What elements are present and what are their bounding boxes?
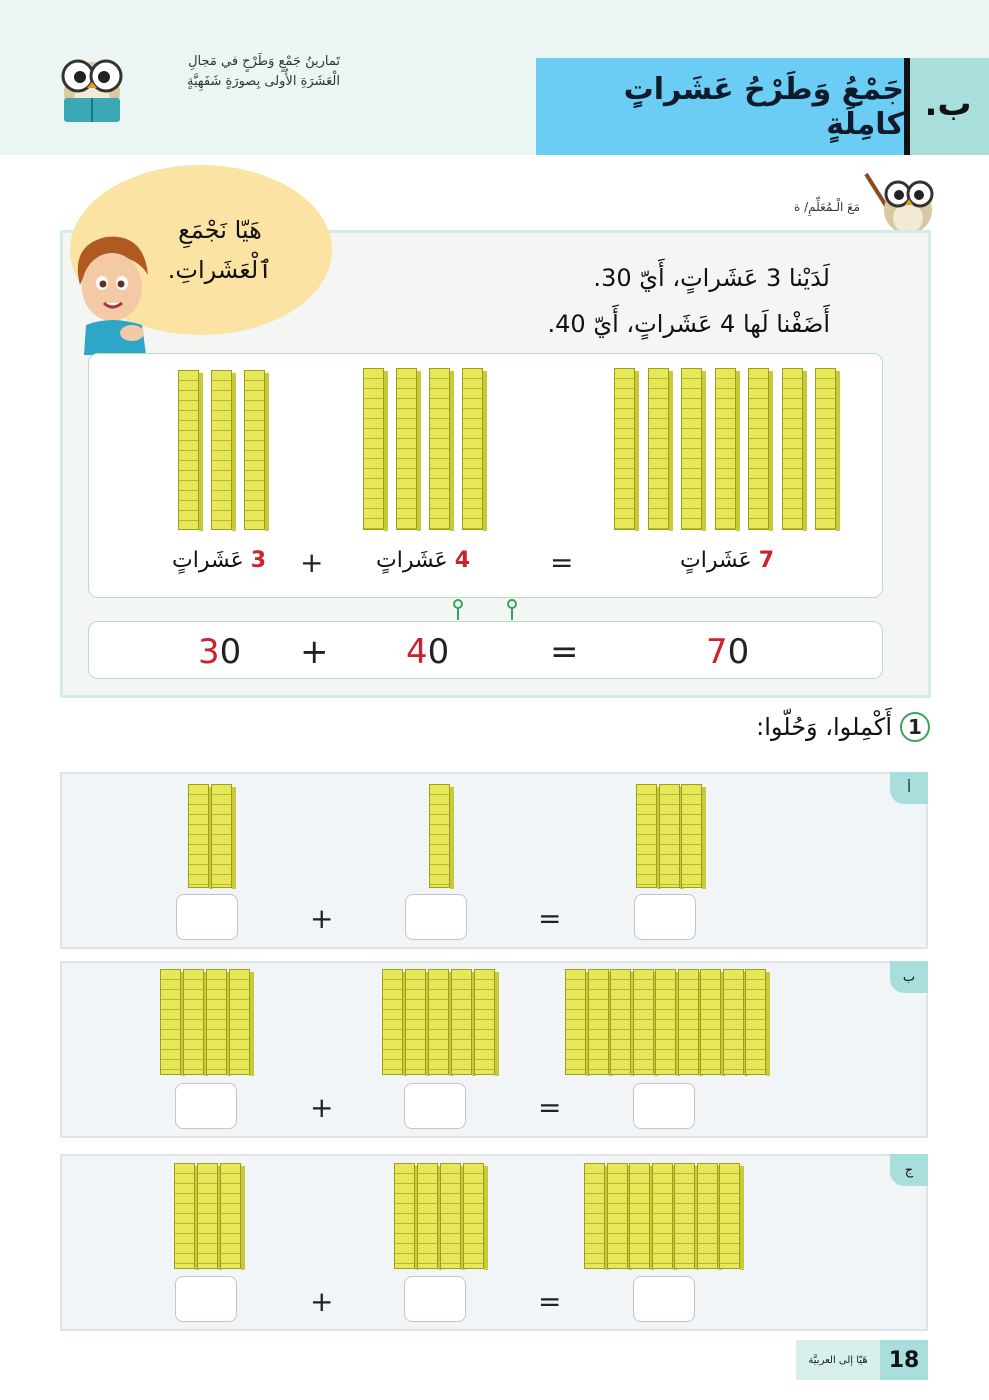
equation-equals: = <box>550 632 579 672</box>
tens-count-middle: 4 <box>454 548 471 573</box>
exercise-أ-right-rod <box>681 784 702 888</box>
exercise-ب-right-rod <box>678 969 699 1075</box>
answer-box-a-left[interactable] <box>176 894 238 940</box>
connector-icon <box>450 598 520 622</box>
equals-sign-a: = <box>538 902 562 935</box>
exercise-ج-middle-rod <box>440 1163 461 1269</box>
middle-group-rod <box>363 368 384 530</box>
owl-teacher-icon <box>862 168 936 236</box>
exercise-ج-right-rod <box>629 1163 650 1269</box>
exercise-ب-middle-rod <box>474 969 495 1075</box>
equation-term-b <box>406 632 449 672</box>
header-note <box>130 52 340 92</box>
sum-ones: 0 <box>727 632 750 672</box>
plus-sign-a: + <box>310 902 334 935</box>
teacher-label: مَعَ الْـمُعَلِّمِ/ ة <box>794 200 860 214</box>
tens-label-left <box>172 548 266 573</box>
publisher-logo: هَيّا إلى العربيَّة <box>796 1340 880 1380</box>
answer-box-c-middle[interactable] <box>404 1276 466 1322</box>
right-group-rod <box>681 368 702 530</box>
exercise-ب-left-rod <box>160 969 181 1075</box>
intro-line2: أَضَفْنا لَها 4 عَشَراتٍ، أَيّ 40. <box>547 310 830 338</box>
exercise-heading <box>640 712 930 742</box>
tens-count-right: 7 <box>758 548 775 573</box>
left-group-rod <box>178 370 199 530</box>
exercise-ب-left-rod <box>229 969 250 1075</box>
exercise-ب-right-rod <box>565 969 586 1075</box>
exercise-ج-middle-rod <box>463 1163 484 1269</box>
right-group-rod <box>614 368 635 530</box>
part-a-tab: أ <box>890 772 928 804</box>
exercise-ج-left-rod <box>220 1163 241 1269</box>
part-b-tab: ب <box>890 961 928 993</box>
middle-group-rod <box>429 368 450 530</box>
section-title: جَمْعُ وَطَرْحُ عَشَراتٍ كامِلَةٍ <box>623 71 904 142</box>
speech-bubble-text <box>150 210 290 290</box>
exercise-ب-left-rod <box>206 969 227 1075</box>
answer-box-c-left[interactable] <box>175 1276 237 1322</box>
answer-box-b-middle[interactable] <box>404 1083 466 1129</box>
exercise-ج-middle-rod <box>394 1163 415 1269</box>
exercise-ج-right-rod <box>697 1163 718 1269</box>
right-group-rod <box>782 368 803 530</box>
answer-box-c-right[interactable] <box>633 1276 695 1322</box>
tens-word-right: عَشَراتٍ <box>680 548 752 573</box>
exercise-ب-right-rod <box>723 969 744 1075</box>
exercise-ب-right-rod <box>700 969 721 1075</box>
sum-tens: 7 <box>706 632 728 672</box>
header-note-line1: تَمارينُ جَمْعٍ وَطَرْحٍ في مَجالِ <box>188 54 340 69</box>
exercise-ب-right-rod <box>745 969 766 1075</box>
bubble-line2: ٱلْعَشَراتِ. <box>167 256 273 284</box>
term-a-ones: 0 <box>219 632 242 672</box>
title-divider <box>904 58 910 155</box>
boy-character-icon <box>66 225 162 355</box>
equation-term-a <box>198 632 241 672</box>
section-letter: ب. <box>924 84 972 124</box>
right-group-rod <box>815 368 836 530</box>
intro-line1: لَدَيْنا 3 عَشَراتٍ، أَيّ 30. <box>593 264 830 292</box>
tens-label-middle <box>376 548 470 573</box>
exercise-أ-right-rod <box>659 784 680 888</box>
equals-sign-blocks: = <box>550 546 574 579</box>
exercise-ب-right-rod <box>633 969 654 1075</box>
exercise-ب-right-rod <box>610 969 631 1075</box>
equation-sum <box>706 632 749 672</box>
plus-sign-blocks: + <box>300 546 324 579</box>
tens-word-left: عَشَراتٍ <box>172 548 244 573</box>
exercise-أ-left-rod <box>211 784 232 888</box>
exercise-ج-right-rod <box>607 1163 628 1269</box>
answer-box-b-right[interactable] <box>633 1083 695 1129</box>
exercise-ج-middle-rod <box>417 1163 438 1269</box>
bubble-line1: هَيّا نَجْمَعِ <box>178 216 262 244</box>
middle-group-rod <box>396 368 417 530</box>
equals-sign-c: = <box>538 1285 562 1318</box>
answer-box-b-left[interactable] <box>175 1083 237 1129</box>
exercise-أ-middle-rod <box>429 784 450 888</box>
header-note-line2: الْعَشَرَةِ الأُولى بِصورَةٍ شَفَهِيَّةٍ <box>187 74 340 89</box>
middle-group-rod <box>462 368 483 530</box>
answer-box-a-right[interactable] <box>634 894 696 940</box>
plus-sign-c: + <box>310 1285 334 1318</box>
section-title-box <box>536 58 904 155</box>
term-b-tens: 4 <box>406 632 428 672</box>
exercise-أ-right-rod <box>636 784 657 888</box>
term-b-ones: 0 <box>427 632 450 672</box>
exercise-ج-right-rod <box>584 1163 605 1269</box>
equation-plus: + <box>300 632 329 672</box>
equals-sign-b: = <box>538 1091 562 1124</box>
left-group-rod <box>244 370 265 530</box>
exercise-ج-right-rod <box>674 1163 695 1269</box>
answer-box-a-middle[interactable] <box>405 894 467 940</box>
exercise-أ-left-rod <box>188 784 209 888</box>
exercise-ج-left-rod <box>197 1163 218 1269</box>
owl-reading-icon <box>56 48 128 126</box>
tens-label-right <box>680 548 774 573</box>
exercise-number-badge: 1 <box>900 712 930 742</box>
exercise-ب-left-rod <box>183 969 204 1075</box>
exercise-ب-middle-rod <box>428 969 449 1075</box>
term-a-tens: 3 <box>198 632 220 672</box>
right-group-rod <box>715 368 736 530</box>
tens-count-left: 3 <box>250 548 267 573</box>
exercise-ب-middle-rod <box>405 969 426 1075</box>
exercise-ج-left-rod <box>174 1163 195 1269</box>
exercise-ج-right-rod <box>652 1163 673 1269</box>
right-group-rod <box>648 368 669 530</box>
intro-text <box>470 255 830 347</box>
exercise-ب-right-rod <box>588 969 609 1075</box>
plus-sign-b: + <box>310 1091 334 1124</box>
exercise-ب-middle-rod <box>451 969 472 1075</box>
exercise-ب-right-rod <box>655 969 676 1075</box>
tens-word-middle: عَشَراتٍ <box>376 548 448 573</box>
right-group-rod <box>748 368 769 530</box>
exercise-instruction: أَكْمِلوا، وَحُلّوا: <box>756 713 892 741</box>
part-c-tab: ج <box>890 1154 928 1186</box>
left-group-rod <box>211 370 232 530</box>
exercise-ب-middle-rod <box>382 969 403 1075</box>
exercise-ج-right-rod <box>719 1163 740 1269</box>
page-number: 18 <box>880 1340 928 1380</box>
